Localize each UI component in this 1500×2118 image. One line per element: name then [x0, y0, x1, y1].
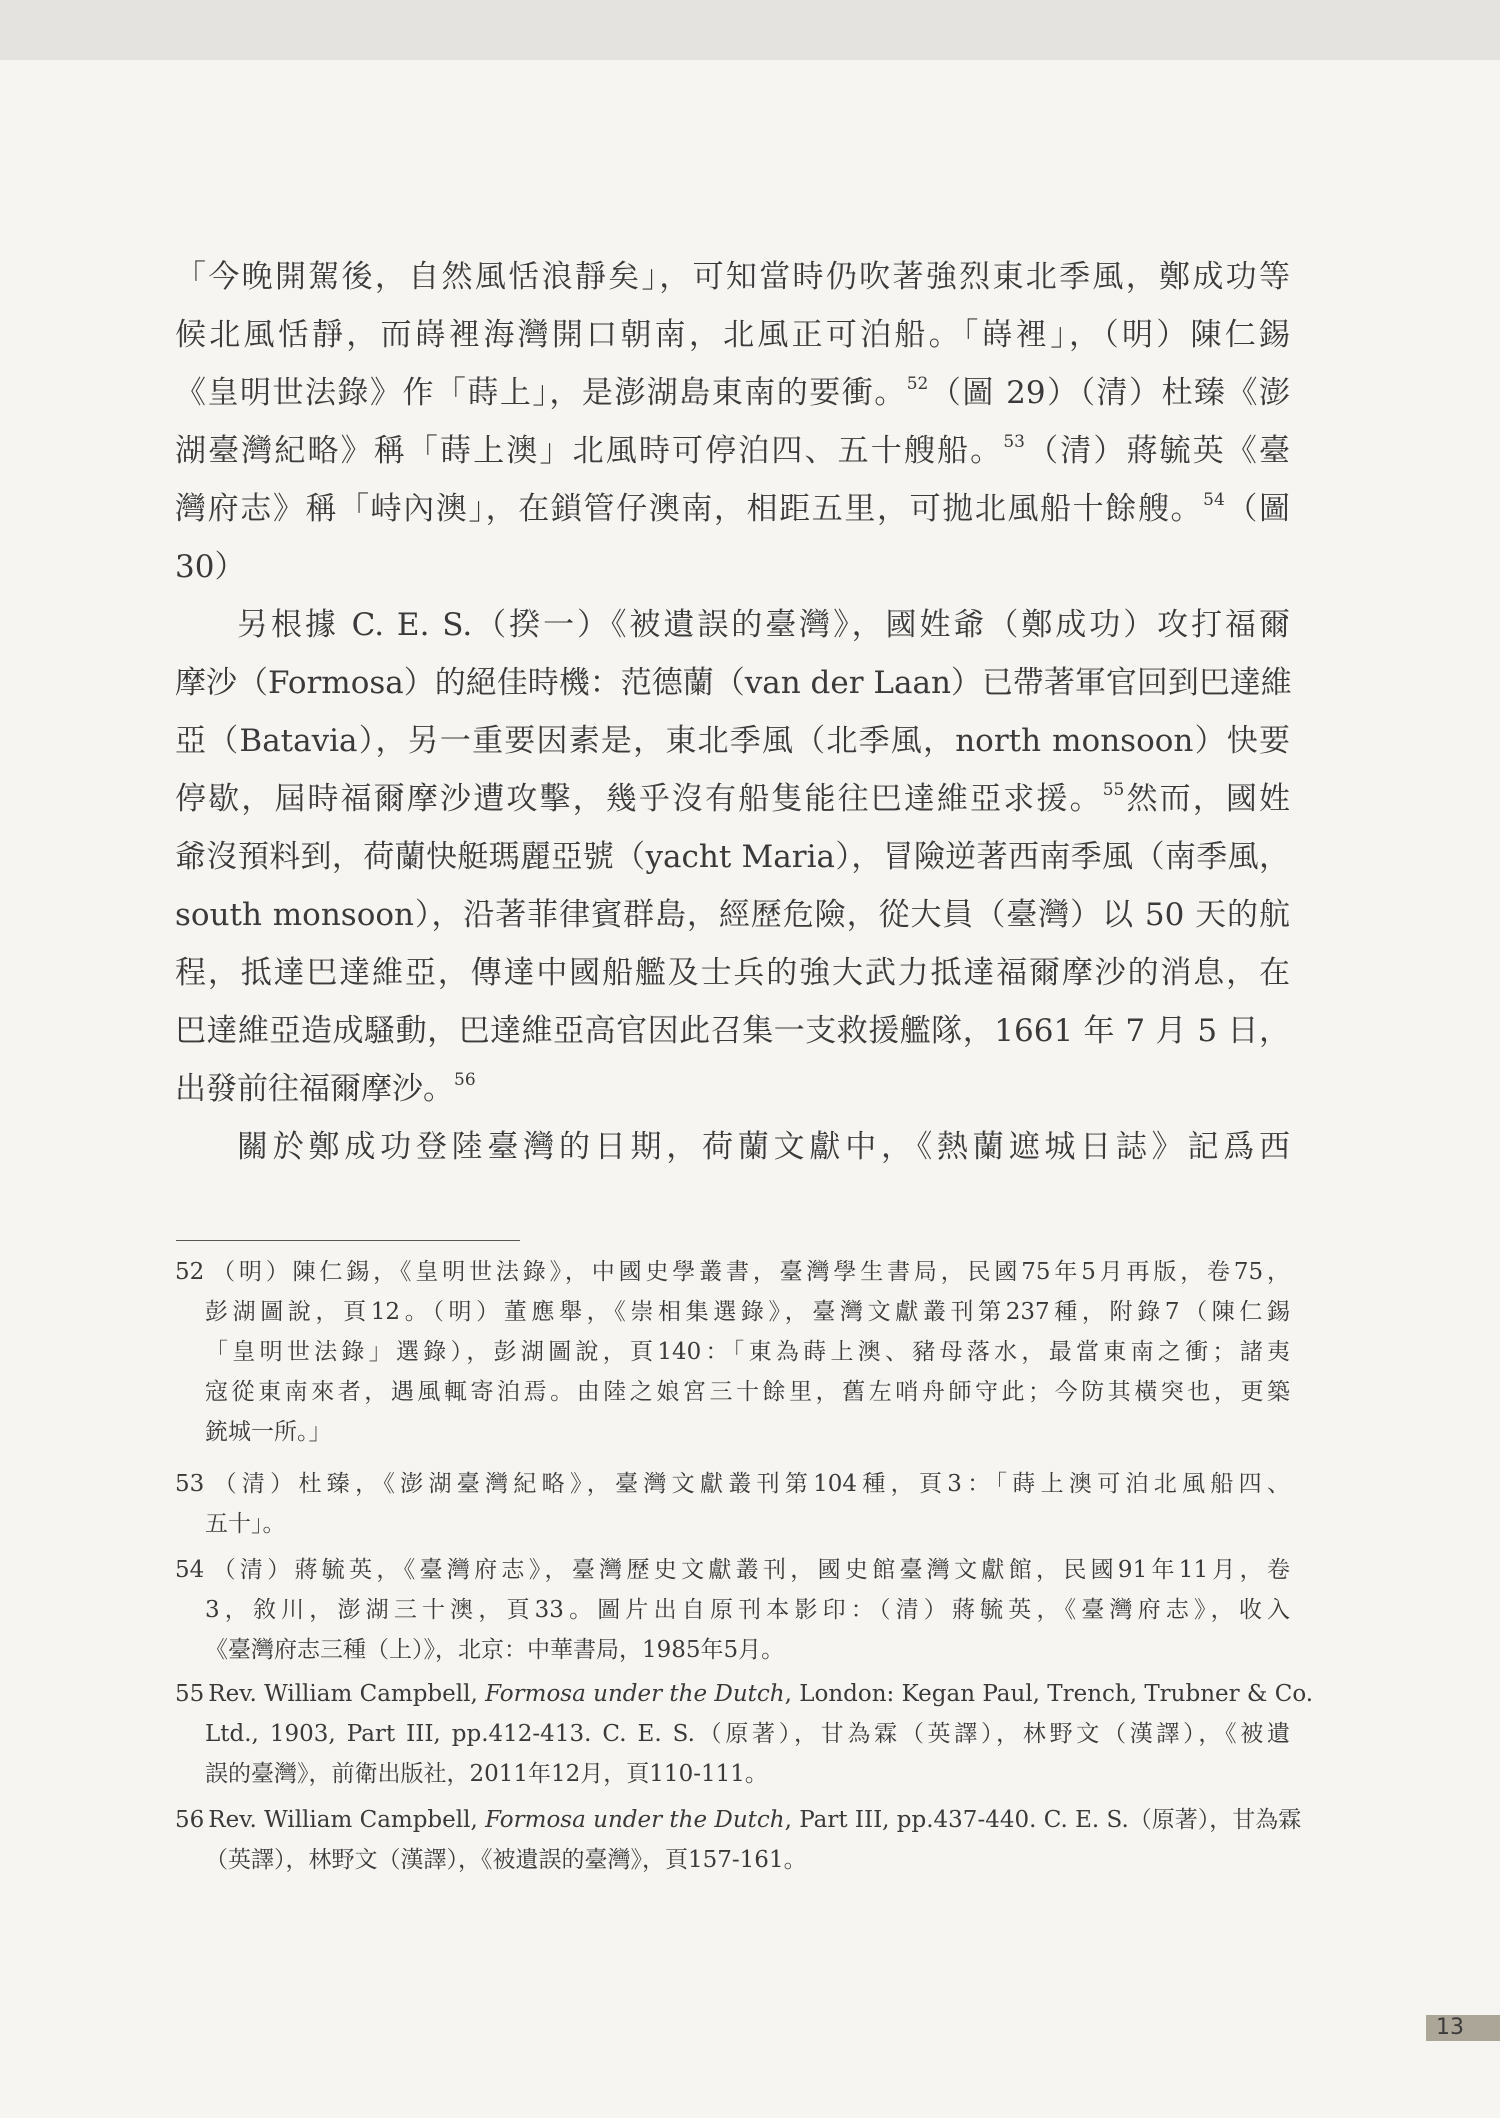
text-run: 灣府志》稱「峙內澳」，在鎖管仔澳南，相距五里，可拋北風船十餘艘。: [175, 491, 1204, 527]
body-line: [175, 886, 1290, 944]
text-run: 巴達維亞造成騷動，巴達維亞高官因此召集一支救援艦隊，1661 年 7 月 5 日，: [175, 1013, 1290, 1049]
text-run: 停歇，屆時福爾摩沙遭攻擊，幾乎沒有船隻能往巴達維亞求援。: [175, 781, 1103, 817]
text-run: 銃城一所。」: [205, 1419, 332, 1445]
footnote-ref[interactable]: 52: [906, 374, 929, 394]
body-line: [175, 364, 1290, 422]
page-number: 13: [1426, 2015, 1500, 2041]
footnote-line: [175, 1840, 1290, 1880]
italic-title: Formosa under the Dutch: [485, 1807, 785, 1833]
footnote-52: [175, 1252, 1290, 1452]
text-run: （圖 29）（清）杜臻《澎: [928, 375, 1290, 411]
footnote-number: 52: [175, 1259, 205, 1285]
footnote-number: 56: [175, 1807, 205, 1833]
body-line: [175, 1118, 1290, 1176]
text-run: south monsoon），沿著菲律賓群島，經歷危險，從大員（臺灣）以 50 天的航: [175, 897, 1290, 933]
body-line: [175, 538, 1290, 596]
body-line: [175, 654, 1290, 712]
italic-title: Formosa under the Dutch: [485, 1681, 785, 1707]
text-run: 30）: [175, 549, 246, 585]
footnote-separator: [176, 1240, 520, 1241]
footnote-line: [175, 1292, 1290, 1332]
body-line: [175, 944, 1290, 1002]
text-run: 摩沙（Formosa）的絕佳時機：范德蘭（van der Laan）已帶著軍官回到巴達維: [175, 665, 1292, 701]
text-run: （明）陳仁錫，《皇明世法錄》，中國史學叢書，臺灣學生書局，民國75年5月再版，卷75，: [208, 1259, 1290, 1285]
text-run: 3，敘川，澎湖三十澳，頁33。圖片出自原刊本影印：（清）蔣毓英，《臺灣府志》，收入: [205, 1597, 1290, 1623]
footnote-54: [175, 1550, 1290, 1670]
footnote-line: [175, 1800, 1302, 1840]
text-run: Rev. William Campbell,: [208, 1681, 486, 1707]
footnote-line: [175, 1754, 1290, 1794]
text-run: （英譯），林野文（漢譯），《被遺誤的臺灣》，頁157-161。: [205, 1847, 807, 1873]
footnote-56: [175, 1800, 1302, 1880]
footnote-ref[interactable]: 54: [1203, 490, 1225, 510]
footnote-line: [175, 1464, 1290, 1504]
text-run: 彭湖圖說，頁12。（明）董應舉，《崇相集選錄》，臺灣文獻叢刊第237種，附錄7（陳仁錫: [205, 1299, 1290, 1325]
footnote-number: 53: [175, 1471, 205, 1497]
text-run: （清）杜臻，《澎湖臺灣紀略》，臺灣文獻叢刊第104種，頁3：「蒔上澳可泊北風船四、: [208, 1471, 1290, 1497]
footnote-number: 55: [175, 1681, 205, 1707]
footnote-number: 54: [175, 1557, 205, 1583]
text-run: 誤的臺灣》，前衛出版社，2011年12月，頁110-111。: [205, 1761, 768, 1787]
text-run: （圖: [1224, 491, 1291, 527]
footnote-line: [175, 1590, 1290, 1630]
text-run: 湖臺灣紀略》稱「蒔上澳」北風時可停泊四、五十艘船。: [175, 433, 1004, 469]
footnote-ref[interactable]: 55: [1102, 780, 1125, 800]
footnote-53: [175, 1464, 1290, 1544]
text-run: 五十」。: [205, 1511, 286, 1537]
text-run: 爺沒預料到，荷蘭快艇瑪麗亞號（yacht Maria），冒險逆著西南季風（南季風，: [175, 839, 1290, 875]
text-run: 然而，國姓: [1124, 781, 1291, 817]
footnote-line: [175, 1714, 1290, 1754]
text-run: 關於鄭成功登陸臺灣的日期，荷蘭文獻中，《熱蘭遮城日誌》記爲西: [237, 1129, 1290, 1165]
body-line: [175, 248, 1290, 306]
body-line: [175, 596, 1290, 654]
text-run: 「皇明世法錄」選錄），彭湖圖說，頁140：「東為蒔上澳、豬母落水，最當東南之衝；諸夷: [205, 1339, 1290, 1365]
body-line: [175, 1060, 1290, 1118]
footnote-line: [175, 1504, 1290, 1544]
footnote-55: [175, 1674, 1314, 1794]
text-run: Ltd., 1903, Part III, pp.412-413. C. E. S.（原著），甘為霖（英譯），林野文（漢譯），《被遺: [205, 1721, 1290, 1747]
text-run: （清）蔣毓英，《臺灣府志》，臺灣歷史文獻叢刊，國史館臺灣文獻館，民國91年11月，卷: [208, 1557, 1290, 1583]
text-run: Rev. William Campbell,: [208, 1807, 486, 1833]
footnote-line: [175, 1372, 1290, 1412]
footnote-line: [175, 1332, 1290, 1372]
footnote-line: [175, 1412, 1290, 1452]
body-line: [175, 306, 1290, 364]
text-run: 另根據 C. E. S.（揆一）《被遺誤的臺灣》，國姓爺（鄭成功）攻打福爾: [237, 607, 1290, 643]
scan-top-band: [0, 0, 1500, 60]
text-run: 候北風恬靜，而嵵裡海灣開口朝南，北風正可泊船。「嵵裡」，（明）陳仁錫: [175, 317, 1290, 353]
footnote-line: [175, 1674, 1314, 1714]
footnote-ref[interactable]: 53: [1003, 432, 1025, 452]
body-line: [175, 422, 1290, 480]
footnote-line: [175, 1550, 1290, 1590]
text-run: 《臺灣府志三種（上）》，北京：中華書局，1985年5月。: [205, 1637, 785, 1663]
footnote-ref[interactable]: 56: [454, 1070, 476, 1090]
text-run: （清）蔣毓英《臺: [1024, 433, 1291, 469]
text-run: 程，抵達巴達維亞，傳達中國船艦及士兵的強大武力抵達福爾摩沙的消息，在: [175, 955, 1290, 991]
body-line: [175, 712, 1290, 770]
text-run: 《皇明世法錄》作「蒔上」，是澎湖島東南的要衝。: [175, 375, 907, 411]
body-line: [175, 1002, 1290, 1060]
body-line: [175, 828, 1290, 886]
text-run: 寇從東南來者，遇風輒寄泊焉。由陸之娘宮三十餘里，舊左哨舟師守此；今防其橫突也，更築: [205, 1379, 1290, 1405]
text-run: 「今晚開駕後，自然風恬浪靜矣」，可知當時仍吹著強烈東北季風，鄭成功等: [175, 259, 1290, 295]
text-run: , London: Kegan Paul, Trench, Trubner & Co.: [784, 1681, 1314, 1707]
footnote-line: [175, 1630, 1290, 1670]
body-line: [175, 770, 1290, 828]
body-line: [175, 480, 1290, 538]
text-run: 亞（Batavia），另一重要因素是，東北季風（北季風，north monsoon）快要: [175, 723, 1290, 759]
text-run: , Part III, pp.437-440. C. E. S.（原著），甘為霖: [784, 1807, 1302, 1833]
footnote-line: [175, 1252, 1290, 1292]
text-run: 出發前往福爾摩沙。: [175, 1071, 454, 1107]
